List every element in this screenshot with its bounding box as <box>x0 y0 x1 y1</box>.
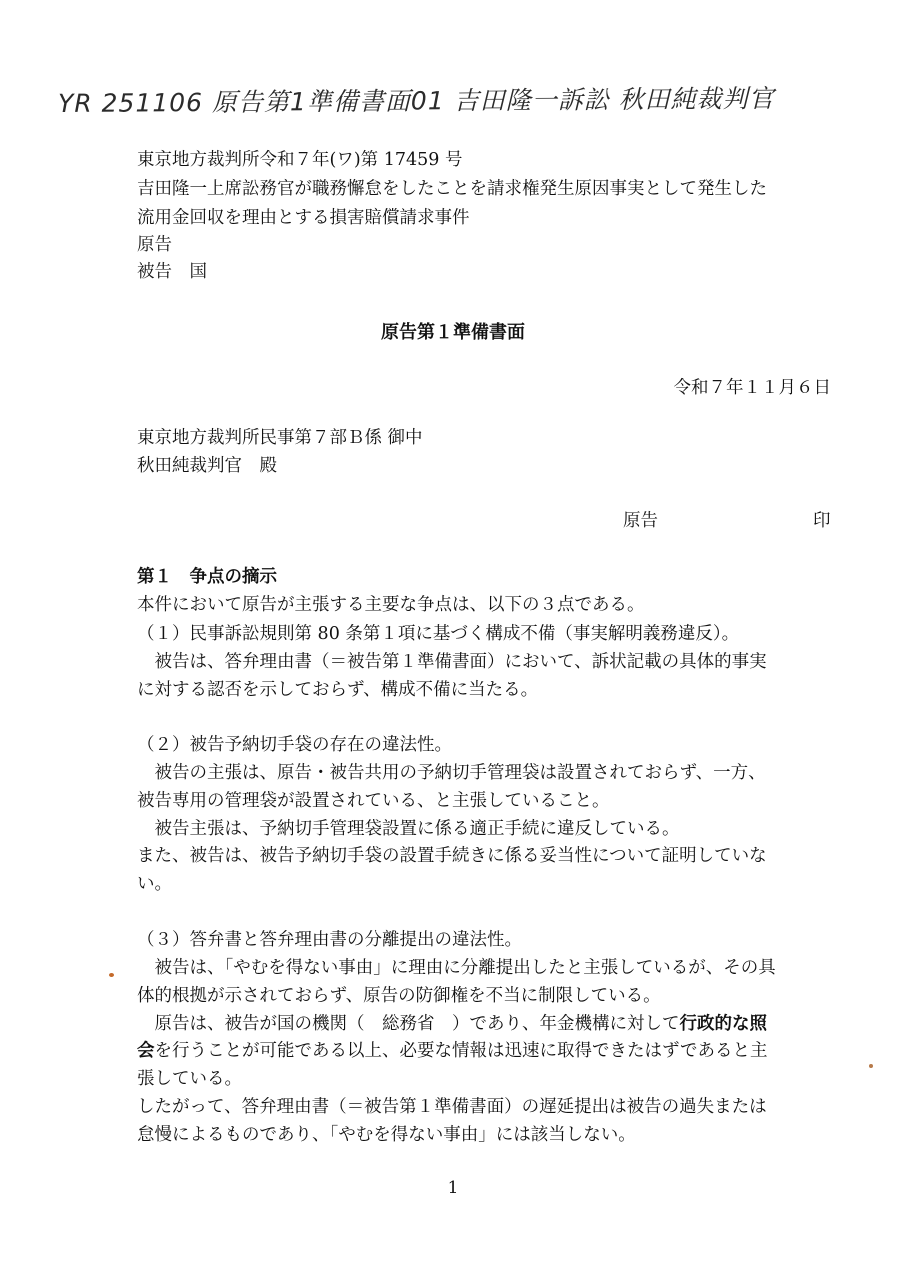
item-3-paragraph-2-text: 原告は、被告が国の機関（ 総務省 ）であり、年金機構に対して <box>137 1014 680 1034</box>
item-2-paragraph-1-line-2: 被告専用の管理袋が設置されている、と主張していること。 <box>137 791 610 811</box>
page-number: 1 <box>447 1178 459 1198</box>
item-3-paragraph-2-line-3: 張している。 <box>137 1069 242 1089</box>
case-number: 東京地方裁判所令和７年(ワ)第 17459 号 <box>137 150 463 170</box>
item-3-paragraph-3-line-1: したがって、答弁理由書（＝被告第１準備書面）の遅延提出は被告の過失または <box>137 1097 767 1117</box>
case-name-line-1: 吉田隆一上席訟務官が職務懈怠をしたことを請求権発生原因事実として発生した <box>137 179 767 199</box>
seal-mark: 印 <box>813 511 831 531</box>
item-3-paragraph-2-line-2 <box>137 1043 768 1061</box>
section-heading: 第１ 争点の摘示 <box>137 567 277 587</box>
handwritten-annotation: YR 251106 原告第1準備書面01 吉田隆一訴訟 秋田純裁判官 <box>57 83 775 118</box>
item-2-paragraph-1-line-1: 被告の主張は、原告・被告共用の予納切手管理袋は設置されておらず、一方、 <box>137 763 766 783</box>
addressee-court: 東京地方裁判所民事第７部Ｂ係 御中 <box>137 428 423 448</box>
signature-label: 原告 <box>623 511 658 531</box>
document-title: 原告第１準備書面 <box>381 322 525 343</box>
item-1-paragraph-line-2: に対する認否を示しておらず、構成不備に当たる。 <box>137 680 539 700</box>
item-3-heading: （３）答弁書と答弁理由書の分離提出の違法性。 <box>137 930 522 950</box>
emphasis-text: 会 <box>137 1041 155 1061</box>
item-1-paragraph-line-1: 被告は、答弁理由書（＝被告第１準備書面）において、訴状記載の具体的事実 <box>137 652 767 672</box>
item-3-paragraph-2-line-1 <box>137 1016 767 1034</box>
scan-speck <box>869 1064 873 1068</box>
item-3-paragraph-2-text: を行うことが可能である以上、必要な情報は迅速に取得できたはずであると主 <box>154 1041 768 1061</box>
section-intro: 本件において原告が主張する主要な争点は、以下の３点である。 <box>137 595 645 615</box>
scan-speck <box>109 973 114 977</box>
item-2-paragraph-3-line-1: また、被告は、被告予納切手袋の設置手続きに係る妥当性について証明していな <box>137 846 767 866</box>
emphasis-text: 行政的な照 <box>679 1014 767 1034</box>
item-2-paragraph-3-line-2: い。 <box>137 874 172 894</box>
item-3-paragraph-1-line-1: 被告は、「やむを得ない事由」に理由に分離提出したと主張しているが、その具 <box>137 958 776 978</box>
item-2-paragraph-2: 被告主張は、予納切手管理袋設置に係る適正手続に違反している。 <box>137 819 680 839</box>
addressee-judge: 秋田純裁判官 殿 <box>137 456 277 476</box>
document-date: 令和７年１１月６日 <box>673 378 831 398</box>
plaintiff-label: 原告 <box>137 235 172 255</box>
item-3-paragraph-3-line-2: 怠慢によるものであり、「やむを得ない事由」には該当しない。 <box>137 1125 636 1145</box>
defendant-label: 被告 国 <box>137 262 207 282</box>
item-2-heading: （２）被告予納切手袋の存在の違法性。 <box>137 735 452 755</box>
case-name-line-2: 流用金回収を理由とする損害賠償請求事件 <box>137 208 470 228</box>
item-1-heading: （１）民事訴訟規則第 80 条第１項に基づく構成不備（事実解明義務違反）。 <box>137 624 740 644</box>
item-3-paragraph-1-line-2: 体的根拠が示されておらず、原告の防御権を不当に制限している。 <box>137 986 661 1006</box>
